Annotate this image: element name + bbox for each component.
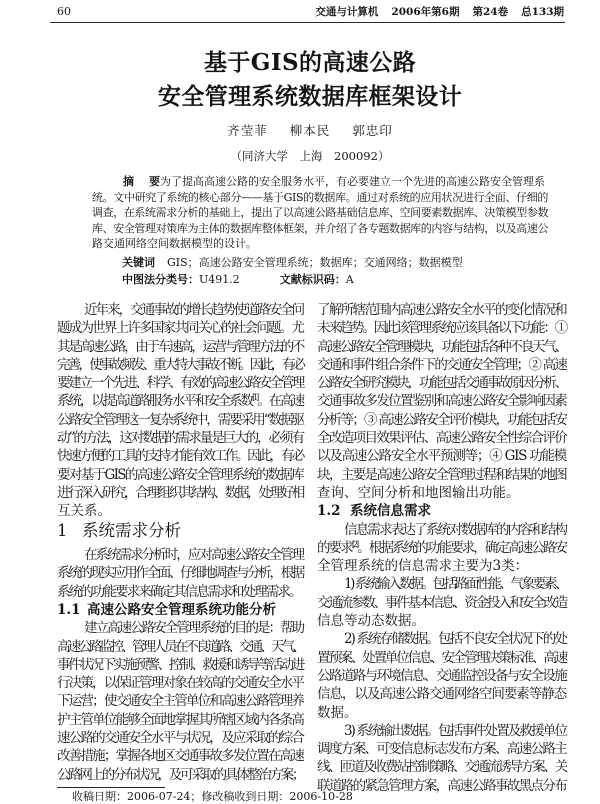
title-line-2: 安全管理系统数据库框架设计 — [157, 83, 463, 110]
text-line: 要对基于GIS的高速公路安全管理系统的数据库 — [57, 466, 303, 483]
text-line: 查询、空间分析和地图输出功能。 — [317, 484, 520, 501]
keywords-label: 关键词 — [122, 256, 155, 269]
text-line: 下运营；使交通安全主管单位和高速公路管理养 — [57, 693, 303, 710]
journal-issue: 2006年第6期 — [391, 6, 460, 18]
author: 齐莹菲 — [227, 123, 268, 138]
text-line: 系统，以提高道路服务水平和安全系数[1]。在高速 — [57, 393, 304, 410]
subsection-title: 系统信息需求 — [350, 503, 431, 520]
clc-code: U491.2 — [199, 273, 240, 286]
abstract-label: 摘 要 — [123, 175, 162, 188]
text-line: 事件状况下实施预警、控制、救援和诱导等活动进 — [57, 656, 303, 673]
text-line: 以及高速公路安全水平预测等；④ GIS 功能模 — [317, 448, 566, 465]
subsection-heading — [57, 601, 303, 619]
text-line: 未来趋势。因此该管理系统应该具备以下功能：① — [317, 320, 566, 337]
text-line: 库、安全管理对策库为主体的数据库整体框架，并介绍了各专题数据库的内容与结构，以及高速公 — [92, 221, 548, 235]
abstract-first-line — [92, 174, 548, 190]
text-line: 统。文中研究了系统的核心部分——基于GIS的数据库。通过对系统的应用状况进行全面、仔细的 — [92, 190, 548, 204]
text-line: 交通和事件组合条件下的交通安全管理；② 高速 — [317, 356, 566, 373]
list-item-output-data — [317, 722, 566, 795]
text-line: 改善措施；掌握各地区交通事故多发位置在高速 — [57, 748, 303, 765]
running-header — [315, 4, 564, 20]
author: 郭忠印 — [352, 123, 393, 138]
list-item-stored-data — [317, 630, 566, 721]
subsection-number: 1.2 — [317, 503, 341, 520]
left-column — [57, 301, 303, 784]
subsection-title: 高速公路安全管理系统功能分析 — [87, 601, 276, 618]
clc-label: 中图法分类号： — [122, 273, 199, 286]
text-line: 了解所辖范围内高速公路安全水平的变化情况和 — [317, 302, 566, 318]
text-line: 行决策，以保证管理对象在较高的交通安全水平 — [57, 675, 303, 692]
text-line: 调查，在系统需求分析的基础上，提出了以高速公路基础信息库、空间要素数据库、决策模型参数 — [92, 206, 548, 220]
paragraph-continued — [317, 301, 566, 502]
text-line: 联道路的紧急管理方案，高速公路事故黑点分布 — [317, 777, 566, 794]
text-line: 建立高速公路安全管理系统的目的是：帮助 — [84, 620, 303, 637]
title-line-1: 基于GIS的高速公路 — [203, 49, 416, 76]
text-line: 2) 系统存储数据。包括不良安全状况下的处 — [344, 631, 566, 648]
abstract — [92, 174, 548, 252]
citation-ref: [1] — [252, 393, 258, 403]
keywords-text: GIS；高速公路安全管理系统；数据库；交通网络；数据模型 — [167, 256, 463, 269]
text-line: 数据。 — [317, 704, 358, 721]
page-number: 60 — [57, 5, 71, 18]
text-line: 交通流参数、事件基本信息、资金投入和安全改造 — [317, 594, 566, 611]
list-item-input-data — [317, 575, 566, 630]
text-line: 近年来，交通事故的增长趋势使道路安全问 — [84, 302, 303, 318]
text-line: 路交通网络空间数据模型的设计。 — [92, 237, 257, 251]
doc-code: A — [345, 273, 354, 286]
text-line: 其是高速公路，由于车速高，运营与管理方法的不 — [57, 338, 303, 355]
abstract-text — [92, 190, 548, 252]
affiliation: （同济大学 上海 200092） — [230, 149, 390, 163]
paragraph — [317, 521, 566, 576]
journal-total-issue: 总133期 — [521, 6, 564, 18]
text-line: 置预案、处置单位信息、安全管理决策标准、高速 — [317, 649, 566, 666]
text-line: 互关系。 — [57, 503, 111, 520]
author: 柳本民 — [289, 123, 331, 138]
text-line: 交通事故多发位置鉴别和高速公路安全影响因素 — [317, 393, 566, 410]
text-line: 系统的现实应用作全面、仔细地调查与分析，根据 — [57, 565, 303, 582]
text-line: 块，主要是高速公路安全管理过程和结果的地图 — [317, 466, 566, 483]
text-line: 的要求[2]。根据系统的功能要求，确定高速公路安 — [317, 539, 567, 556]
text-line: 公路道路与环境信息、交通监控设备与安全设施 — [317, 667, 566, 684]
text-line: 题成为世界上许多国家共同关心的社会问题。尤 — [57, 320, 303, 337]
text-line: 调度方案、可变信息标志发布方案、高速公路主 — [317, 741, 566, 758]
text-line: 信息等动态数据。 — [317, 613, 425, 630]
text-line: 线、匝道及收费站控制策略、交通流诱导方案、关 — [317, 759, 566, 776]
journal-name: 交通与计算机 — [315, 6, 379, 18]
text-line: 系统的功能要求来确定其信息需求和处理需求。 — [57, 583, 301, 600]
header-rule — [50, 22, 565, 23]
author-list — [20, 123, 600, 139]
paragraph-intro — [57, 301, 303, 521]
text-line: 全管理系统的信息需求主要为3类： — [317, 558, 529, 575]
classification — [122, 272, 552, 288]
text-line: 护主管单位能够全面地掌握其所辖区域内各条高 — [57, 711, 303, 728]
paper-title — [20, 46, 600, 114]
text-line: 为了提高高速公路的安全服务水平，有必要建立一个先进的高速公路安全管理系 — [160, 175, 545, 188]
text-line: 进行深入研究，合理组织其结构、数据，处理好相 — [57, 484, 303, 501]
paragraph — [57, 619, 303, 784]
text-line: 3) 系统输出数据。包括事件处置及救援单位 — [344, 722, 566, 739]
text-line: 高速公路监控、管理人员在不良道路、交通、天气、 — [57, 638, 303, 655]
text-line: 1) 系统输入数据。包括路面性能、气象要素、 — [344, 576, 566, 593]
paragraph — [57, 546, 303, 601]
text-line: 速公路的交通安全水平与状况，及应采取的综合 — [57, 730, 303, 747]
section-title: 系统需求分析 — [82, 520, 181, 540]
journal-volume: 第24卷 — [472, 6, 509, 18]
footnote-received-date: 收稿日期：2006-07-24；修改稿收到日期：2006-10-28 — [72, 790, 353, 803]
text-line: 完善，使事故频发、重大特大事故不断。因此，有必 — [57, 356, 303, 373]
text-line: 信息，以及高速公路交通网络空间要素等静态 — [317, 686, 566, 703]
citation-ref: [2] — [351, 539, 358, 549]
text-line: 快速方便的工具的支持才能有效工作。因此，有必 — [57, 448, 303, 465]
right-column — [317, 301, 566, 795]
subsection-heading — [317, 502, 566, 520]
text-line: 分析等；③ 高速公路安全评价模块，功能包括安 — [317, 411, 566, 428]
subsection-number: 1.1 — [57, 601, 81, 618]
keywords — [122, 255, 552, 271]
footnote-rule — [57, 787, 165, 788]
text-line: 全改造项目效果评估、高速公路安全性综合评价 — [317, 430, 566, 447]
text-line: 动”的方法，这对数据的需求量是巨大的，必须有 — [57, 430, 303, 447]
text-line: 高速公路安全管理模块，功能包括各种不良天气、 — [317, 338, 566, 355]
text-line: 信息需求表达了系统对数据库的内容和结构 — [344, 521, 566, 538]
doc-code-label: 文献标识码： — [279, 273, 346, 286]
text-line: 公路网上的分布状况，及可采取的具体整治方案； — [57, 766, 303, 783]
text-line: 要建立一个先进、科学、有效的高速公路安全管理 — [57, 375, 303, 392]
abstract-first-text — [160, 174, 545, 190]
text-line: 公路安全研究模块，功能包括交通事故原因分析、 — [317, 375, 566, 392]
text-line: 在系统需求分析时，应对高速公路安全管理 — [84, 547, 303, 564]
text-line: 公路安全管理这一复杂系统中，需要采用“数据驱 — [57, 411, 303, 428]
section-number: 1 — [57, 520, 68, 540]
section-heading — [57, 521, 303, 541]
